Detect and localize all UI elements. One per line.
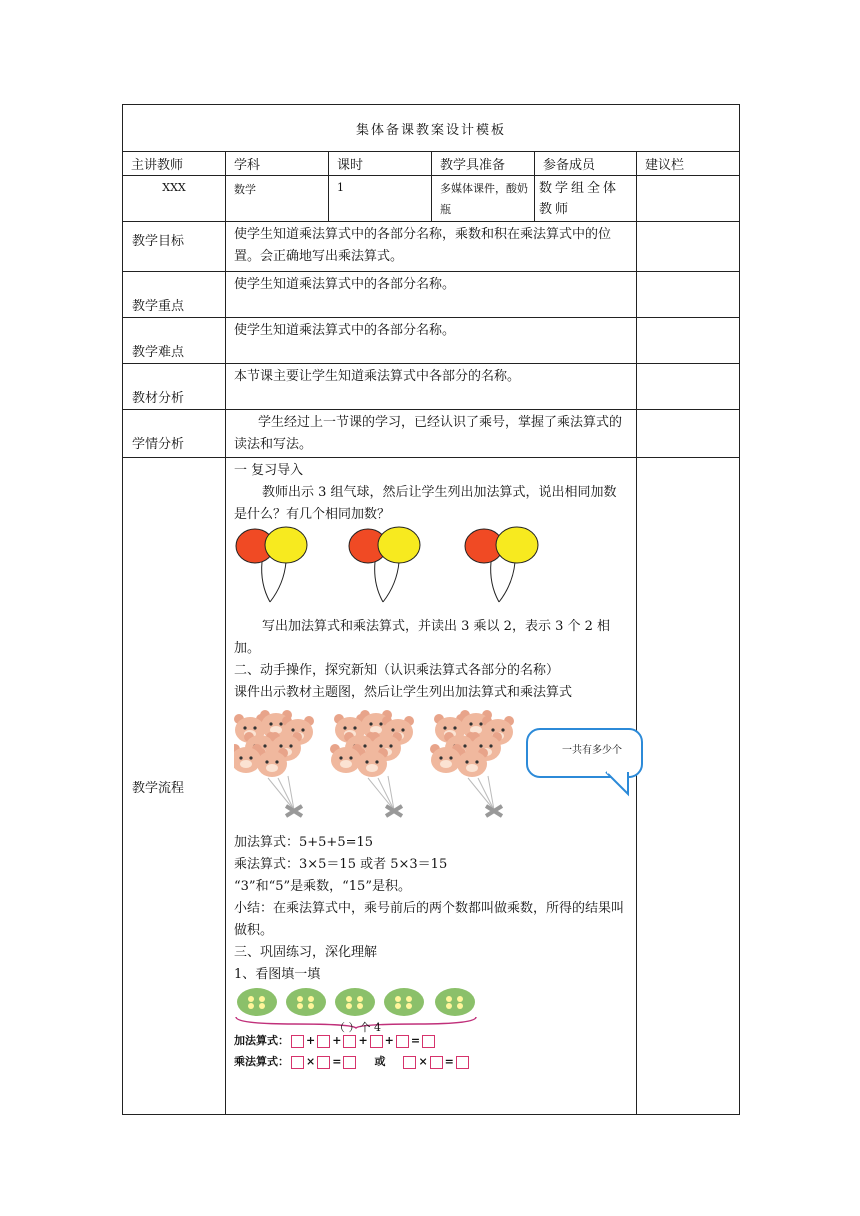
exercise-multiplication-row: 乘法算式： × = 或 × = xyxy=(234,1052,628,1072)
factor-names: “3”和“5”是乘数，“15”是积。 xyxy=(234,879,411,894)
bear-bunch-3 xyxy=(430,710,514,816)
goal-content: 使学生知道乘法算式中的各部分名称，乘数和积在乘法算式中的位置。会正确地写出乘法算式。 xyxy=(226,222,637,272)
summary: 小结：在乘法算式中，乘号前后的两个数都叫做乘数，所得的结果叫做积。 xyxy=(234,901,625,938)
difficulty-suggestion xyxy=(637,318,740,364)
exercise-picture xyxy=(234,986,628,1034)
section2-title: 二、动手操作，探究新知（认识乘法算式各部分的名称） xyxy=(234,663,560,678)
exercise-addition-row: 加法算式： + + + + = xyxy=(234,1030,628,1052)
difficulty-content: 使学生知道乘法算式中的各部分名称。 xyxy=(226,318,637,364)
material-suggestion xyxy=(637,364,740,410)
speech-bubble-tail xyxy=(604,770,644,800)
suggestion-cell xyxy=(637,176,740,222)
answer-box[interactable] xyxy=(317,1056,330,1069)
flow-label: 教学流程 xyxy=(123,458,226,1115)
key-point-suggestion xyxy=(637,272,740,318)
student-label: 学情分析 xyxy=(123,410,226,458)
balloon-group-2 xyxy=(349,527,420,602)
answer-box[interactable] xyxy=(456,1056,469,1069)
exercise-addition-label: 加法算式： xyxy=(234,1034,289,1047)
balloon-groups xyxy=(234,526,628,616)
answer-box[interactable] xyxy=(343,1035,356,1048)
subject-value: 数学 xyxy=(226,176,329,222)
exercise-multiplication-label: 乘法算式： xyxy=(234,1055,289,1068)
answer-box[interactable] xyxy=(403,1056,416,1069)
answer-box[interactable] xyxy=(370,1035,383,1048)
teacher-value: XXX xyxy=(123,176,226,222)
flow-content xyxy=(226,458,637,1115)
exercise1-title: 1、看图填一填 xyxy=(234,967,321,982)
section1-paragraph2: 写出加法算式和乘法算式，并读出 3 乘以 2，表示 3 个 2 相加。 xyxy=(234,619,611,656)
section2-paragraph1: 课件出示教材主题图，然后让学生列出加法算式和乘法算式 xyxy=(234,685,573,700)
balloon-group-1 xyxy=(236,527,307,602)
bear-balloons xyxy=(234,704,628,832)
material-label: 教材分析 xyxy=(123,364,226,410)
brace-label: （ ）个 4 xyxy=(334,1021,381,1034)
lesson-plan-table xyxy=(122,104,740,1115)
header-subject: 学科 xyxy=(226,152,329,176)
header-prep: 教学具准备 xyxy=(432,152,535,176)
answer-box[interactable] xyxy=(422,1035,435,1048)
section3-title: 三、巩固练习，深化理解 xyxy=(234,945,378,960)
material-content: 本节课主要让学生知道乘法算式中各部分的名称。 xyxy=(226,364,637,410)
section1-paragraph1: 教师出示 3 组气球，然后让学生列出加法算式，说出相同加数是什么？有几个相同加数？ xyxy=(234,485,617,522)
key-point-label: 教学重点 xyxy=(123,272,226,318)
student-suggestion xyxy=(637,410,740,458)
answer-box[interactable] xyxy=(396,1035,409,1048)
bear-bunch-1 xyxy=(234,710,314,816)
student-content: 学生经过上一节课的学习，已经认识了乘号，掌握了乘法算式的读法和写法。 xyxy=(226,410,637,458)
section1-title: 一 复习导入 xyxy=(234,463,304,478)
header-period: 课时 xyxy=(329,152,432,176)
answer-box[interactable] xyxy=(430,1056,443,1069)
difficulty-label: 教学难点 xyxy=(123,318,226,364)
speech-bubble-text: 一共有多少个 xyxy=(562,745,622,756)
balloons-illustration xyxy=(234,526,634,616)
header-members: 参备成员 xyxy=(535,152,637,176)
balloon-group-3 xyxy=(465,527,538,602)
answer-box[interactable] xyxy=(291,1035,304,1048)
prep-value: 多媒体课件，酸奶瓶 xyxy=(432,176,535,222)
header-suggestion: 建议栏 xyxy=(637,152,740,176)
goal-suggestion xyxy=(637,222,740,272)
members-value: 数学组全体教师 xyxy=(535,176,637,222)
document-title: 集体备课教案设计模板 xyxy=(123,105,740,152)
answer-box[interactable] xyxy=(317,1035,330,1048)
or-label: 或 xyxy=(374,1055,386,1068)
header-teacher: 主讲教师 xyxy=(123,152,226,176)
key-point-content: 使学生知道乘法算式中的各部分名称。 xyxy=(226,272,637,318)
answer-box[interactable] xyxy=(343,1056,356,1069)
multiplication-formula: 乘法算式：3×5＝15 或者 5×3＝15 xyxy=(234,857,448,872)
bear-bunch-2 xyxy=(330,710,414,816)
goal-label: 教学目标 xyxy=(123,222,226,272)
addition-formula: 加法算式：5+5+5=15 xyxy=(234,835,374,850)
answer-box[interactable] xyxy=(291,1056,304,1069)
flow-suggestion xyxy=(637,458,740,1115)
period-value: 1 xyxy=(329,176,432,222)
